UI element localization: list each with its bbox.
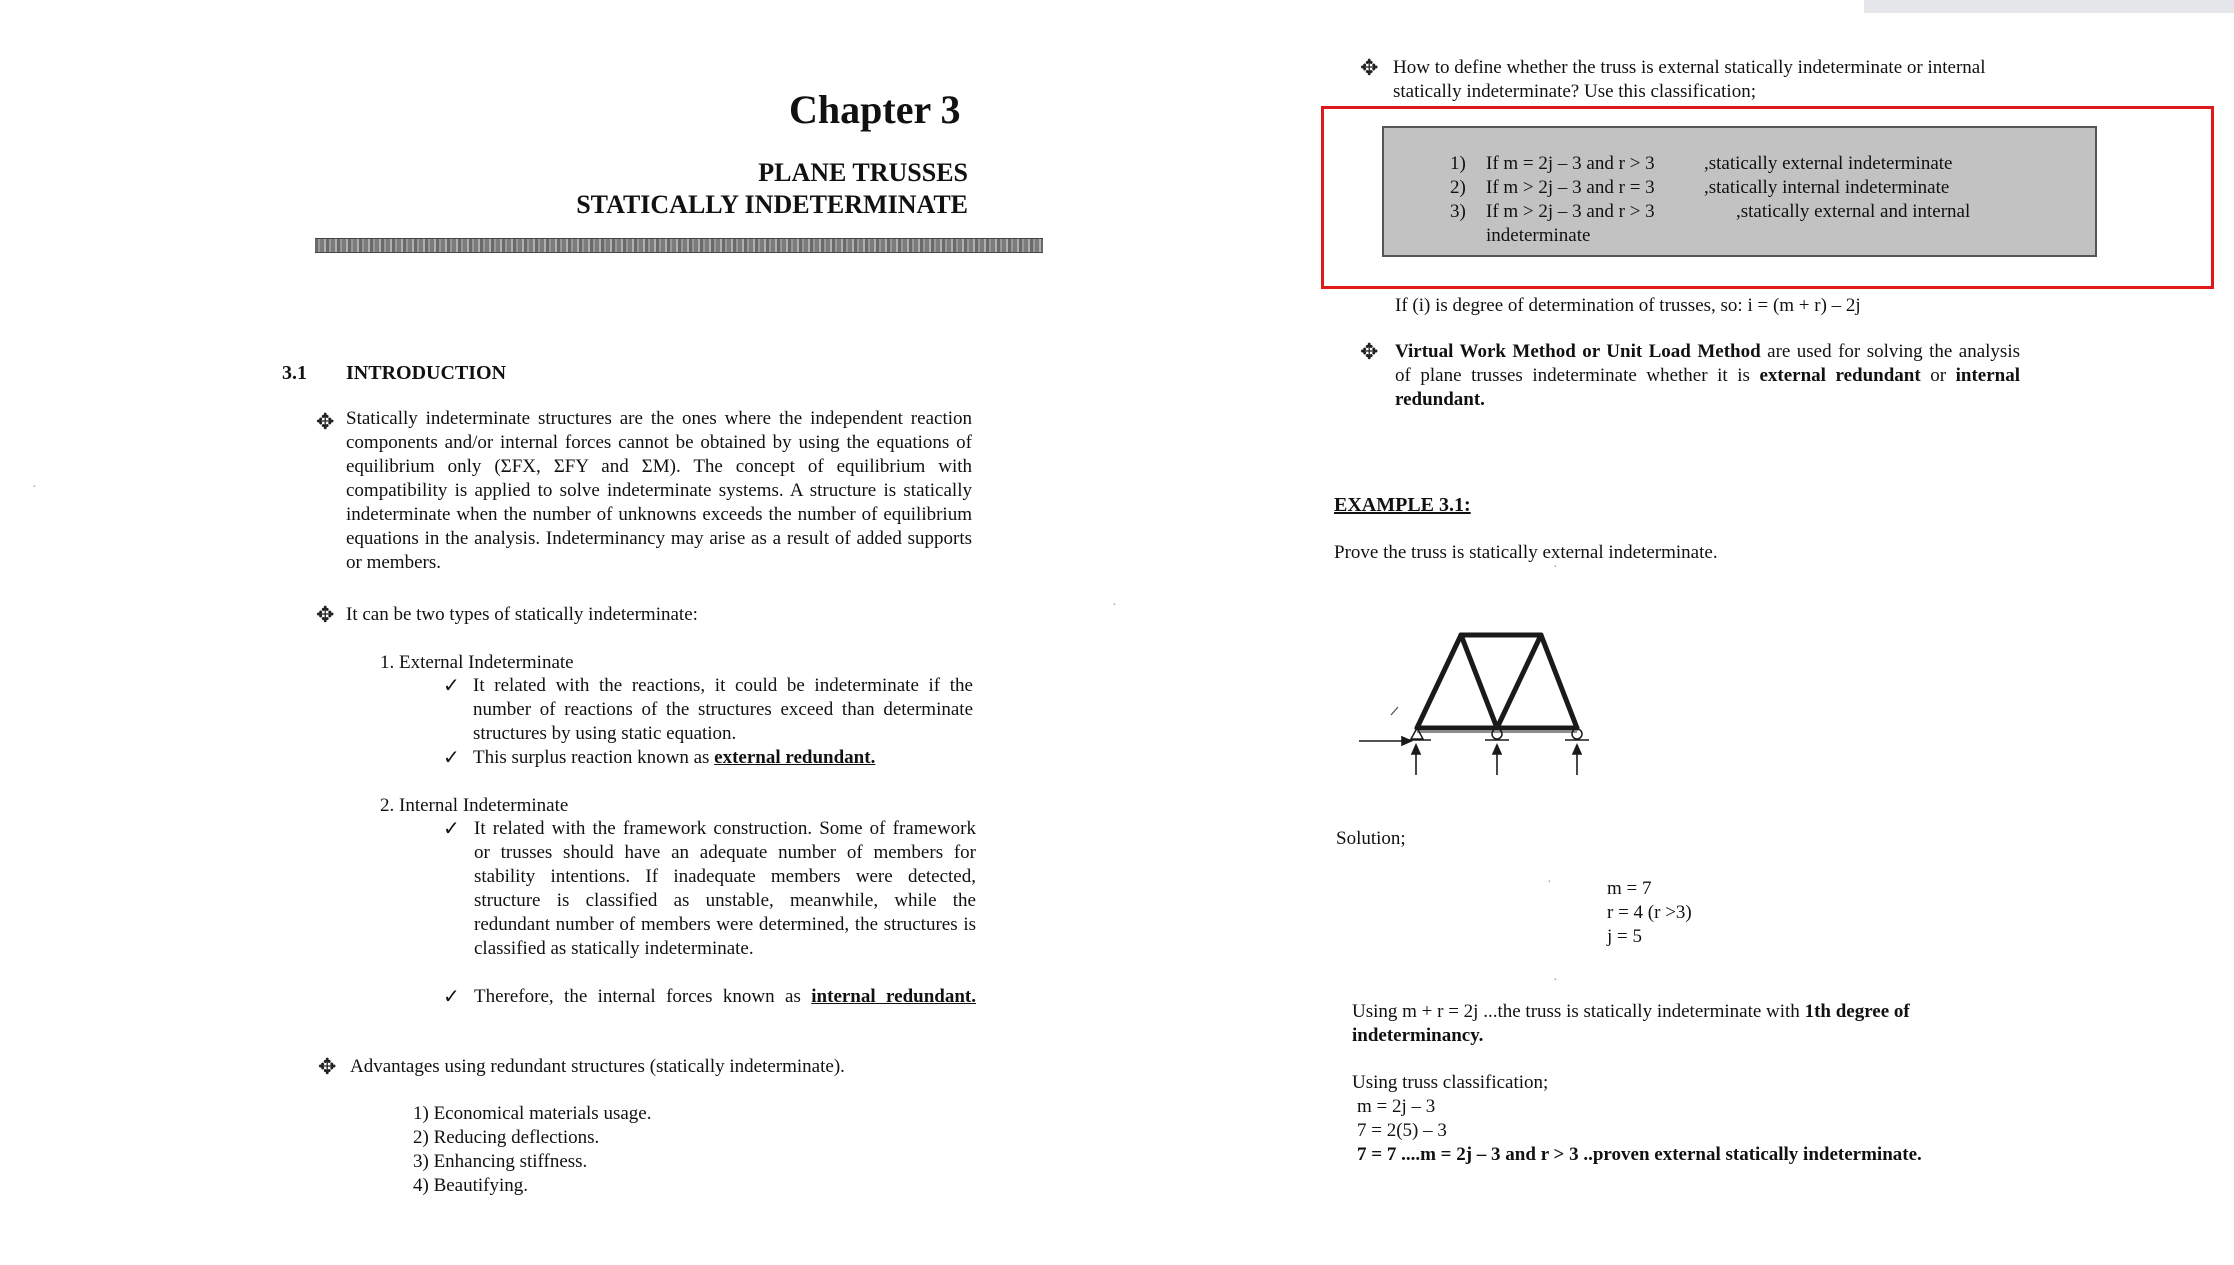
row-number: 2) xyxy=(1450,177,1466,198)
scan-speck: · xyxy=(1553,560,1558,575)
define-question: How to define whether the truss is external statically indeterminate or internal statically indeterminate? Use this classification; xyxy=(1393,57,1986,102)
bullet-arrow-icon: ✥ xyxy=(316,409,335,434)
corner-shade xyxy=(1864,0,2234,13)
arrow-head-icon xyxy=(1573,745,1581,754)
example-statement: Prove the truss is statically external indeterminate. xyxy=(1334,542,1718,563)
type1-title: 1. External Indeterminate xyxy=(380,652,574,673)
row-result: ,statically internal indeterminate xyxy=(1704,177,1950,198)
scan-speck: · xyxy=(32,480,37,495)
list-item: 3) Enhancing stiffness. xyxy=(413,1151,588,1172)
row-wrap: indeterminate xyxy=(1486,225,1591,246)
types-heading: It can be two types of statically indeterminate: xyxy=(346,604,698,625)
value-r: r = 4 (r >3) xyxy=(1607,902,1692,923)
chapter-subtitle xyxy=(500,157,968,221)
intro-paragraph: Statically indeterminate structures are the ones where the independent reaction components and/or internal forces cannot be obtained by using the equations of equilibrium only (ΣFX, ΣFY and ΣM). The concept of equilibrium with compatibility is applied to solve indeterminate systems. A structure is statically indeterminate when the number of unknowns exceeds the number of equilibrium equations in the analysis. Indeterminancy may arise as a result of added supports or members. xyxy=(346,408,972,573)
calc-line-result: 7 = 7 ....m = 2j – 3 and r > 3 ..proven external statically indeterminate. xyxy=(1357,1144,1922,1165)
method-text-or: or xyxy=(1920,365,1956,386)
row-result: ,statically external indeterminate xyxy=(1704,153,1953,174)
mid-diagonal-left xyxy=(1461,635,1497,728)
value-m: m = 7 xyxy=(1607,878,1652,899)
method-text: are used for solving the analysis of plane trusses indeterminate whether it is xyxy=(1395,341,2020,386)
row-result: ,statically external and internal xyxy=(1736,201,1971,222)
external-redundant-bold: external redundant xyxy=(1759,365,1921,386)
list-item: 1) Economical materials usage. xyxy=(413,1103,652,1124)
classification-row xyxy=(1450,200,2050,224)
scan-speck: · xyxy=(1112,598,1117,613)
arrow-head-icon xyxy=(1402,737,1411,745)
bullet-arrow-icon: ✥ xyxy=(318,1054,337,1079)
using-equation-text: Using m + r = 2j ...the truss is statically indeterminate with xyxy=(1352,1001,1805,1022)
checkmark-icon: ✓ xyxy=(443,747,460,769)
list-item: 2) Reducing deflections. xyxy=(413,1127,600,1148)
mid-diagonal-right xyxy=(1497,635,1541,728)
type2-check2-text: Therefore, the internal forces known as xyxy=(474,986,812,1007)
example-heading: EXAMPLE 3.1: xyxy=(1334,494,1471,516)
calc-line: m = 2j – 3 xyxy=(1357,1096,1436,1117)
advantages-list xyxy=(413,1102,651,1198)
degree-bold: 1th degree of xyxy=(1804,1001,1910,1022)
calc-line: 7 = 2(5) – 3 xyxy=(1357,1120,1447,1141)
scan-speck: · xyxy=(1553,973,1558,988)
type2-check2 xyxy=(474,985,976,1009)
classification-row xyxy=(1450,152,2050,176)
bullet-arrow-icon: ✥ xyxy=(316,602,335,627)
left-diagonal xyxy=(1417,635,1461,728)
internal-redundant-bold: internal redundant. xyxy=(1395,365,2020,410)
type2-title: 2. Internal Indeterminate xyxy=(380,795,569,816)
scan-mark xyxy=(1391,707,1398,715)
right-diagonal xyxy=(1541,635,1577,728)
type1-check1: It related with the reactions, it could be indeterminate if the number of reactions of the structures exceed than determinate structures by using static equation. xyxy=(473,675,973,744)
given-values xyxy=(1607,877,1692,949)
checkmark-icon: ✓ xyxy=(443,675,460,697)
type1-check2 xyxy=(473,746,875,770)
method-name: Virtual Work Method or Unit Load Method xyxy=(1395,341,1761,362)
list-item: 4) Beautifying. xyxy=(413,1175,529,1196)
truss-diagram xyxy=(1357,615,1627,775)
bullet-arrow-icon: ✥ xyxy=(1360,339,1379,364)
type1-check2-text: This surplus reaction known as xyxy=(473,747,715,768)
classification-rows xyxy=(1450,152,2050,248)
right-page xyxy=(1117,0,2234,1265)
subtitle-line-1: PLANE TRUSSES xyxy=(758,158,968,187)
classification-use: Using truss classification; xyxy=(1352,1072,1549,1093)
checkmark-icon: ✓ xyxy=(443,818,460,840)
classification-table xyxy=(1382,126,2097,257)
section-number: 3.1 xyxy=(282,362,307,384)
method-paragraph xyxy=(1395,340,2020,412)
classification-row xyxy=(1450,176,2050,200)
section-title: INTRODUCTION xyxy=(346,362,507,384)
degree-note: If (i) is degree of determination of trusses, so: i = (m + r) – 2j xyxy=(1395,295,1861,316)
using-equation xyxy=(1352,1000,1910,1048)
advantages-heading: Advantages using redundant structures (statically indeterminate). xyxy=(350,1056,845,1077)
internal-redundant-term: internal redundant. xyxy=(811,986,976,1007)
row-condition: If m > 2j – 3 and r = 3 xyxy=(1486,177,1655,198)
checkmark-icon: ✓ xyxy=(443,986,460,1008)
chapter-title: Chapter 3 xyxy=(789,87,961,132)
solution-label: Solution; xyxy=(1336,828,1406,849)
value-j: j = 5 xyxy=(1607,926,1642,947)
row-number: 1) xyxy=(1450,153,1466,174)
arrow-head-icon xyxy=(1412,745,1420,754)
calculation-lines xyxy=(1357,1095,1922,1167)
row-condition: If m > 2j – 3 and r > 3 xyxy=(1486,201,1655,222)
bullet-arrow-icon: ✥ xyxy=(1360,55,1379,80)
indeterminancy-word: indeterminancy. xyxy=(1352,1025,1484,1046)
scan-speck: · xyxy=(1547,875,1552,890)
subtitle-line-2: STATICALLY INDETERMINATE xyxy=(576,190,968,219)
decorative-rule xyxy=(315,238,1043,253)
external-redundant-term: external redundant. xyxy=(714,747,876,768)
row-condition: If m = 2j – 3 and r > 3 xyxy=(1486,153,1655,174)
type2-check1: It related with the framework construction. Some of framework or trusses should have an adequate number of members for stability intentions. If inadequate members were detected, structure is classified as unstable, meanwhile, while the redundant number of members were determined, the structures is classified as statically indeterminate. xyxy=(474,818,976,959)
row-number: 3) xyxy=(1450,201,1466,222)
arrow-head-icon xyxy=(1493,745,1501,754)
